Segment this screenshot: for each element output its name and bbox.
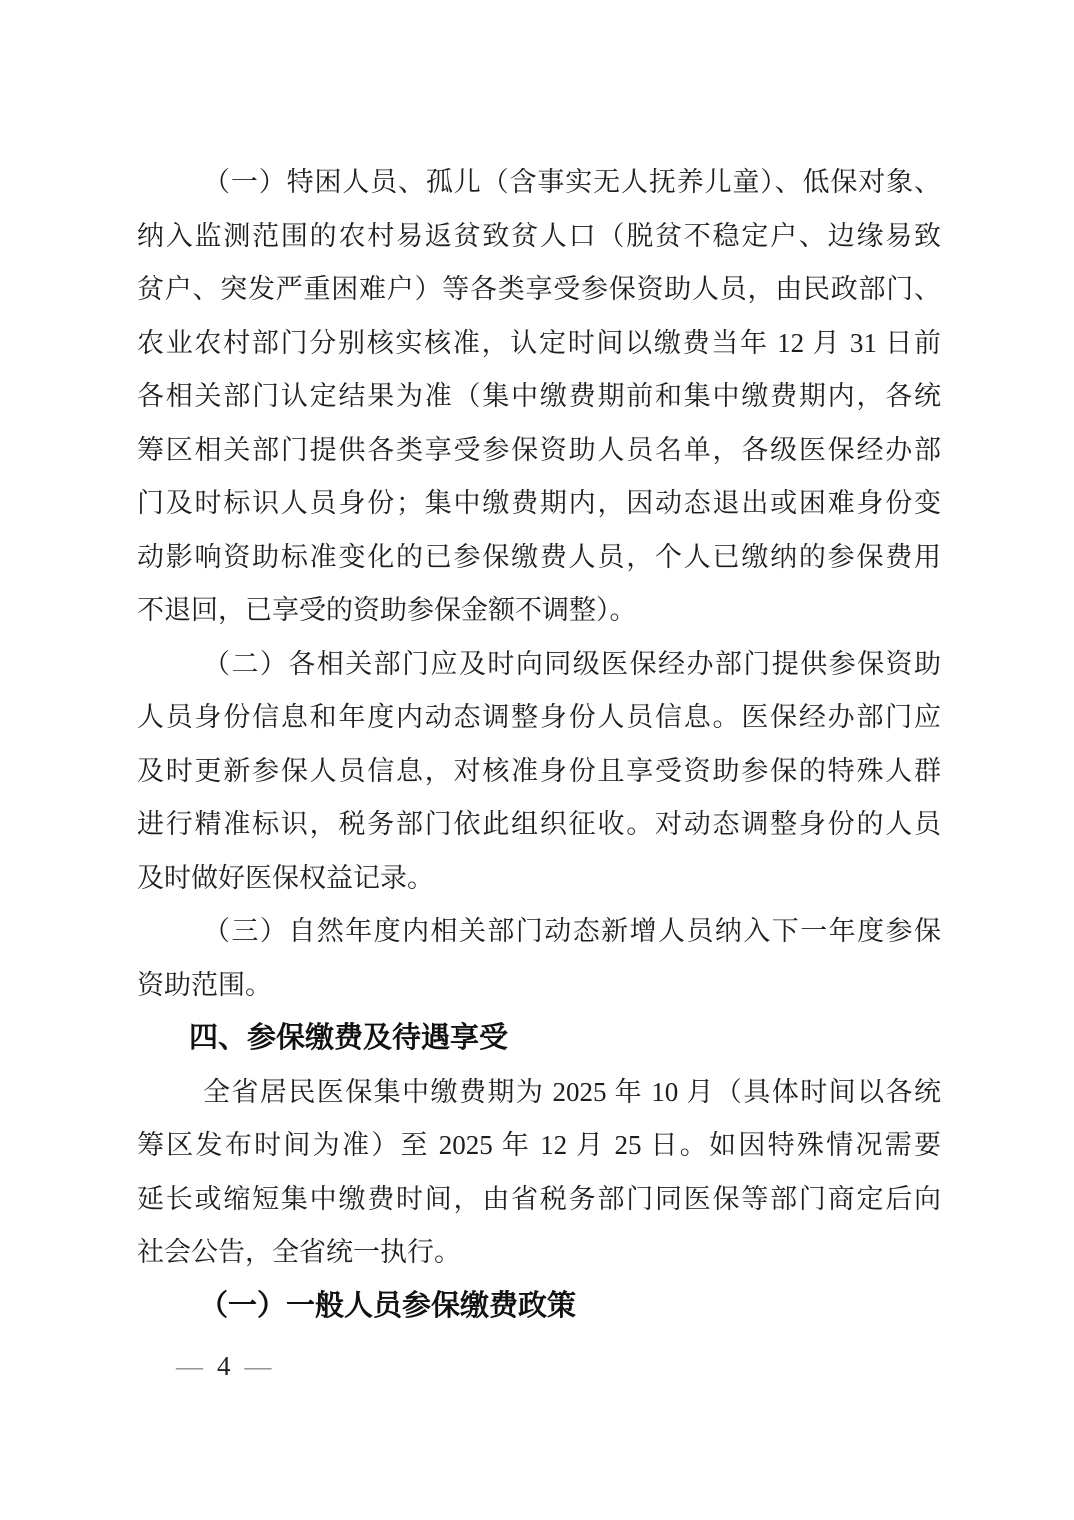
document-line: 延长或缩短集中缴费时间，由省税务部门同医保等部门商定后向	[137, 1183, 941, 1214]
document-line: 进行精准标识，税务部门依此组织征收。对动态调整身份的人员	[137, 809, 941, 839]
document-line: 筹区发布时间为准）至 2025 年 12 月 25 日。如因特殊情况需要	[137, 1130, 941, 1160]
document-line: 全省居民医保集中缴费期为 2025 年 10 月（具体时间以各统	[203, 1076, 941, 1107]
paragraph-item-4	[137, 1066, 941, 1280]
footer-dash-left: —	[176, 1351, 203, 1381]
document-line: 农业农村部门分别核实核准，认定时间以缴费当年 12 月 31 日前	[137, 327, 941, 358]
document-line: 门及时标识人员身份；集中缴费期内，因动态退出或困难身份变	[137, 488, 941, 518]
document-line: 筹区相关部门提供各类享受参保资助人员名单，各级医保经办部	[137, 434, 941, 465]
document-line: （二）各相关部门应及时向同级医保经办部门提供参保资助	[203, 648, 941, 679]
document-line: 各相关部门认定结果为准（集中缴费期前和集中缴费期内，各统	[137, 381, 941, 411]
document-line: 及时做好医保权益记录。	[137, 862, 434, 893]
footer-dash-right: —	[244, 1351, 272, 1381]
page-footer	[176, 1346, 272, 1386]
document-line: 社会公告，全省统一执行。	[137, 1237, 461, 1267]
paragraph-item-1	[137, 156, 941, 638]
page-number: 4	[217, 1351, 231, 1381]
document-line: 及时更新参保人员信息，对核准身份且享受资助参保的特殊人群	[137, 755, 941, 786]
document-line: 资助范围。	[137, 969, 272, 1000]
document-line: 动影响资助标准变化的已参保缴费人员，个人已缴纳的参保费用	[137, 541, 941, 572]
paragraph-item-2	[137, 638, 941, 906]
paragraph-item-3	[137, 905, 941, 1012]
document-body	[137, 156, 941, 1333]
document-line: 不退回，已享受的资助参保金额不调整）。	[137, 595, 637, 625]
document-line: 贫户、突发严重困难户）等各类享受参保资助人员，由民政部门、	[137, 274, 941, 304]
document-line: 纳入监测范围的农村易返贫致贫人口（脱贫不稳定户、边缘易致	[137, 220, 941, 251]
section-heading-4: 四、参保缴费及待遇享受	[189, 1022, 509, 1054]
document-line: （三）自然年度内相关部门动态新增人员纳入下一年度参保	[203, 916, 941, 946]
subsection-heading-1: （一）一般人员参保缴费政策	[199, 1289, 577, 1322]
document-line: 人员身份信息和年度内动态调整身份人员信息。医保经办部门应	[137, 702, 941, 732]
document-line: （一）特困人员、孤儿（含事实无人抚养儿童）、低保对象、	[203, 167, 941, 197]
